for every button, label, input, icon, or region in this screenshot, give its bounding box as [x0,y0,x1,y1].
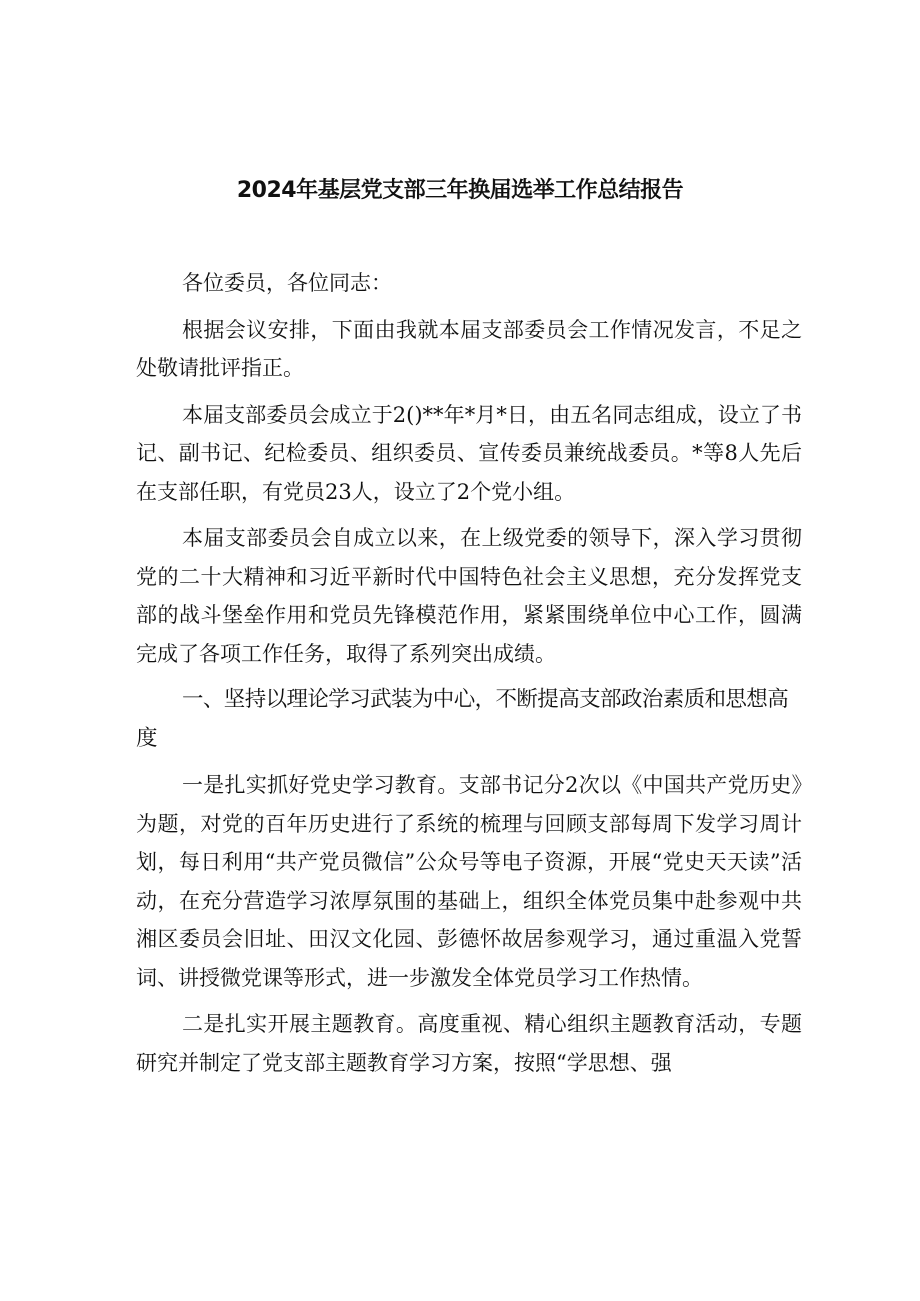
paragraph-intro: 根据会议安排，下面由我就本届支部委员会工作情况发言，不足之处敬请批评指正。 [136,317,802,380]
paragraph-achievements: 本届支部委员会自成立以来，在上级党委的领导下，深入学习贯彻党的二十大精神和习近平新时代中国特色社会主义思想，充分发挥党支部的战斗堡垒作用和党员先锋模范作用，紧紧围绕单位中心工作，圆满完成了各项工作任务，取得了系列突出成绩。 [136,526,802,666]
paragraph-committee-info: 本届支部委员会成立于2()**年*月*日，由五名同志组成，设立了书记、副书记、纪检委员、组织委员、宣传委员兼统战委员。*等8人先后在支部任职，有党员23人，设立了2个党小组。 [136,402,802,504]
paragraph-theme-education: 二是扎实开展主题教育。高度重视、精心组织主题教育活动，专题研究并制定了党支部主题教育学习方案，按照“学思想、强 [136,1012,802,1075]
section-heading-1: 一、坚持以理论学习武装为中心，不断提高支部政治素质和思想高度 [136,687,789,751]
paragraph-party-history: 一是扎实抓好党史学习教育。支部书记分2次以《中国共产党历史》为题，对党的百年历史进行了系统的梳理与回顾支部每周下发学习周计划，每日利用“共产党员微信”公众号等电子资源，开展“党史天天读”活动，在充分营造学习浓厚氛围的基础上，组织全体党员集中赴参观中共湘区委员会旧址、田汉文化园、彭德怀故居参观学习，通过重温入党誓词、讲授微党课等形式，进一步激发全体党员学习工作热情。 [136,773,802,990]
greeting: 各位委员，各位同志： [182,271,392,295]
document-body [136,264,802,1090]
document-title: 2024年基层党支部三年换届选举工作总结报告 [236,178,684,203]
